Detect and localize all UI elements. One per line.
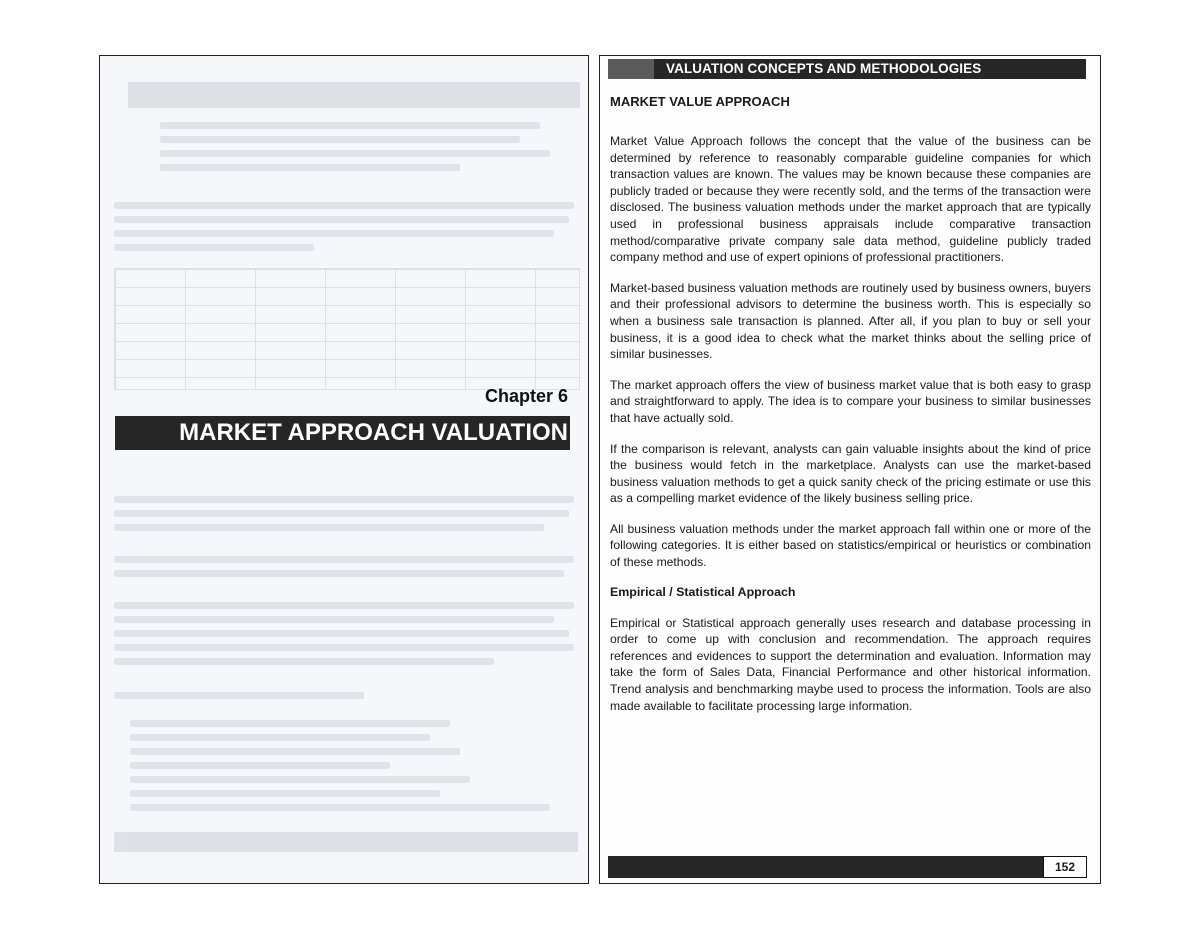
page-body xyxy=(610,94,1091,728)
paragraph-4: If the comparison is relevant, analysts can gain valuable insights about the kind of price the business would fetch in the marketplace. Analysts can use the market-based business valuation methods to get a quick sanity check of the pricing estimate or use this as a compelling market evidence of the likely business selling price. xyxy=(610,441,1091,506)
header-tab-decoration xyxy=(608,59,654,79)
left-page xyxy=(99,55,589,884)
running-header-title: VALUATION CONCEPTS AND METHODOLOGIES xyxy=(666,61,982,76)
subsection-heading: Empirical / Statistical Approach xyxy=(610,584,796,599)
paragraph-1: Market Value Approach follows the concept that the value of the business can be determined by reference to reasonably comparable guideline companies for which transaction values are known. The values may be known because these companies are publicly traded or because they were recently sold, and the terms of the transaction were disclosed. The business valuation methods under the market approach that are typically used in professional business appraisals include comparative transaction method/comparative private company sale data method, guideline publicly traded company method and use of expert opinions of professional practitioners. xyxy=(610,134,1091,265)
subsection-paragraph: Empirical or Statistical approach generally uses research and database processing in order to come up with conclusion and recommendation. The approach requires references and evidences to support the determination and evaluation. Information may take the form of Sales Data, Financial Performance and other historical information. Trend analysis and benchmarking maybe used to process the information. Tools are also made available to facilitate processing large information. xyxy=(610,615,1091,713)
show-through-background xyxy=(100,56,588,883)
paragraph-5: All business valuation methods under the market approach fall within one or more of the following categories. It is either based on statistics/empirical or heuristics or combination of these methods. xyxy=(610,521,1091,570)
right-page xyxy=(599,55,1101,884)
paragraph-2: Market-based business valuation methods are routinely used by business owners, buyers and their professional advisors to determine the business worth. This is especially so when a business sale transaction is planned. After all, if you plan to buy or sell your business, it is a good idea to check what the market thinks about the selling price of similar businesses. xyxy=(610,280,1091,362)
footer-bar xyxy=(608,856,1080,878)
chapter-number: Chapter 6 xyxy=(484,386,568,406)
running-header-bar xyxy=(608,59,1086,79)
section-heading: MARKET VALUE APPROACH xyxy=(610,94,790,109)
chapter-title: MARKET APPROACH VALUATION xyxy=(179,419,568,446)
chapter-title-banner xyxy=(115,416,570,450)
paragraph-3: The market approach offers the view of business market value that is both easy to grasp and straightforward to apply. The idea is to compare your business to similar businesses that have actually sold. xyxy=(610,377,1091,425)
page-number: 152 xyxy=(1043,856,1087,878)
